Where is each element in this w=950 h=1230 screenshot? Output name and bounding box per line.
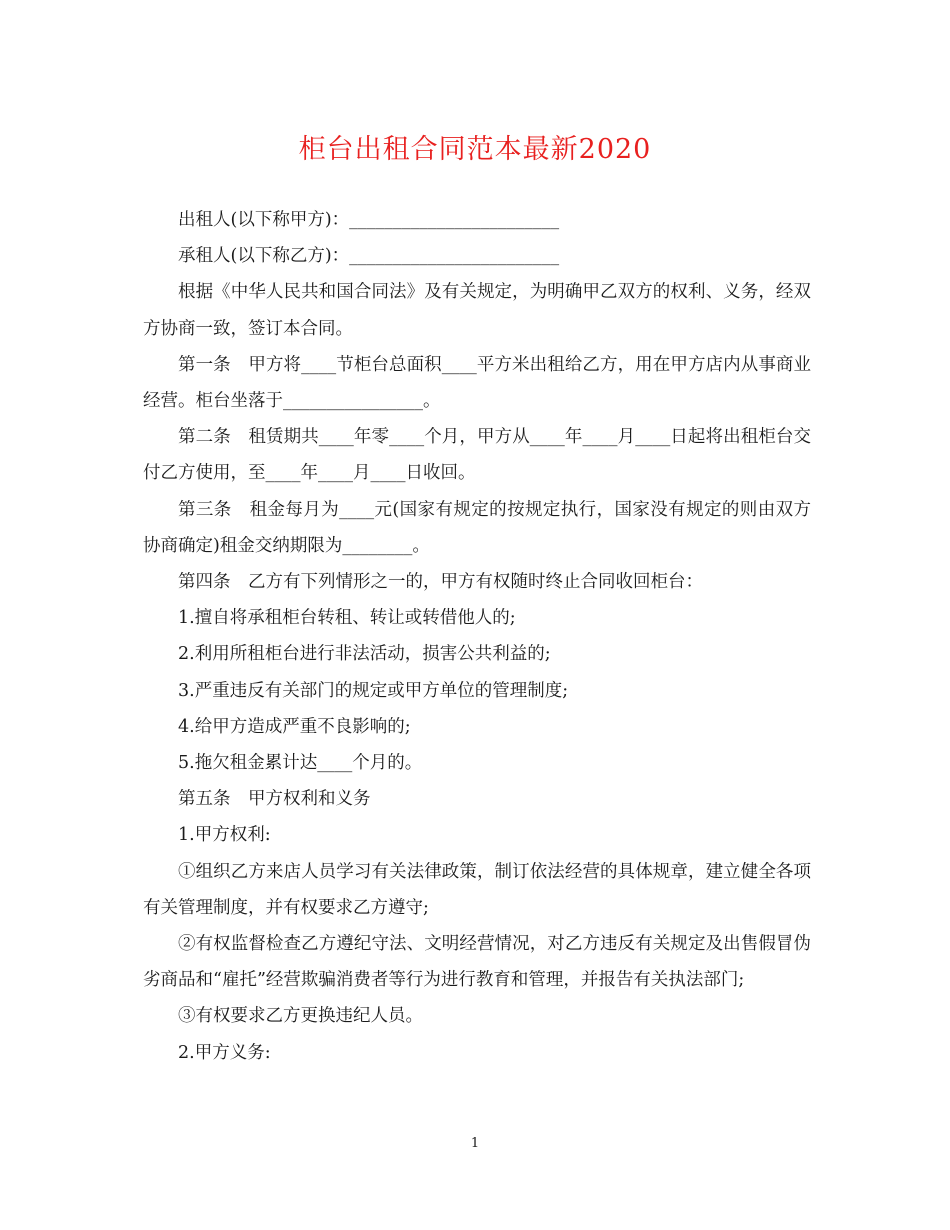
paragraph-article-3: 第三条 租金每月为____元(国家有规定的按规定执行，国家没有规定的则由双方协商确定)租金交纳期限为________。 bbox=[143, 499, 811, 556]
paragraph-article-4-item-1: 1.擅自将承租柜台转租、转让或转借他人的; bbox=[178, 608, 516, 629]
paragraph-right-3: ③有权要求乙方更换违纪人员。 bbox=[178, 1006, 423, 1027]
paragraph-article-4-item-5: 5.拖欠租金累计达____个月的。 bbox=[178, 753, 423, 774]
document-body bbox=[143, 202, 811, 1071]
paragraph-article-4: 第四条 乙方有下列情形之一的，甲方有权随时终止合同收回柜台： bbox=[178, 572, 703, 593]
paragraph-lessee: 承租人(以下称乙方)：________________________ bbox=[178, 246, 560, 267]
paragraph-article-5: 第五条 甲方权利和义务 bbox=[178, 789, 371, 810]
paragraph-article-1: 第一条 甲方将____节柜台总面积____平方米出租给乙方，用在甲方店内从事商业经营。柜台坐落于________________。 bbox=[143, 354, 811, 412]
paragraph-lessor: 出租人(以下称甲方)：________________________ bbox=[178, 210, 560, 230]
paragraph-right-1: ①组织乙方来店人员学习有关法律政策，制订依法经营的具体规章，建立健全各项有关管理制度，并有权要求乙方遵守; bbox=[143, 861, 811, 918]
paragraph-preamble: 根据《中华人民共和国合同法》及有关规定，为明确甲乙双方的权利、义务，经双方协商一致，签订本合同。 bbox=[143, 282, 811, 339]
paragraph-lessor-rights: 1.甲方权利: bbox=[178, 825, 271, 846]
paragraph-article-4-item-3: 3.严重违反有关部门的规定或甲方单位的管理制度; bbox=[178, 680, 569, 701]
paragraph-article-4-item-4: 4.给甲方造成严重不良影响的; bbox=[178, 716, 411, 737]
paragraph-article-2: 第二条 租赁期共____年零____个月，甲方从____年____月____日起将出租柜台交付乙方使用，至____年____月____日收回。 bbox=[143, 427, 811, 484]
document-title: 柜台出租合同范本最新2020 bbox=[298, 134, 652, 165]
page-number: 1 bbox=[470, 1136, 480, 1151]
paragraph-article-4-item-2: 2.利用所租柜台进行非法活动，损害公共利益的; bbox=[178, 644, 551, 665]
paragraph-right-2: ②有权监督检查乙方遵纪守法、文明经营情况，对乙方违反有关规定及出售假冒伪劣商品和“雇托”经营欺骗消费者等行为进行教育和管理，并报告有关执法部门; bbox=[143, 934, 811, 991]
paragraph-lessor-obligations: 2.甲方义务: bbox=[178, 1042, 271, 1063]
